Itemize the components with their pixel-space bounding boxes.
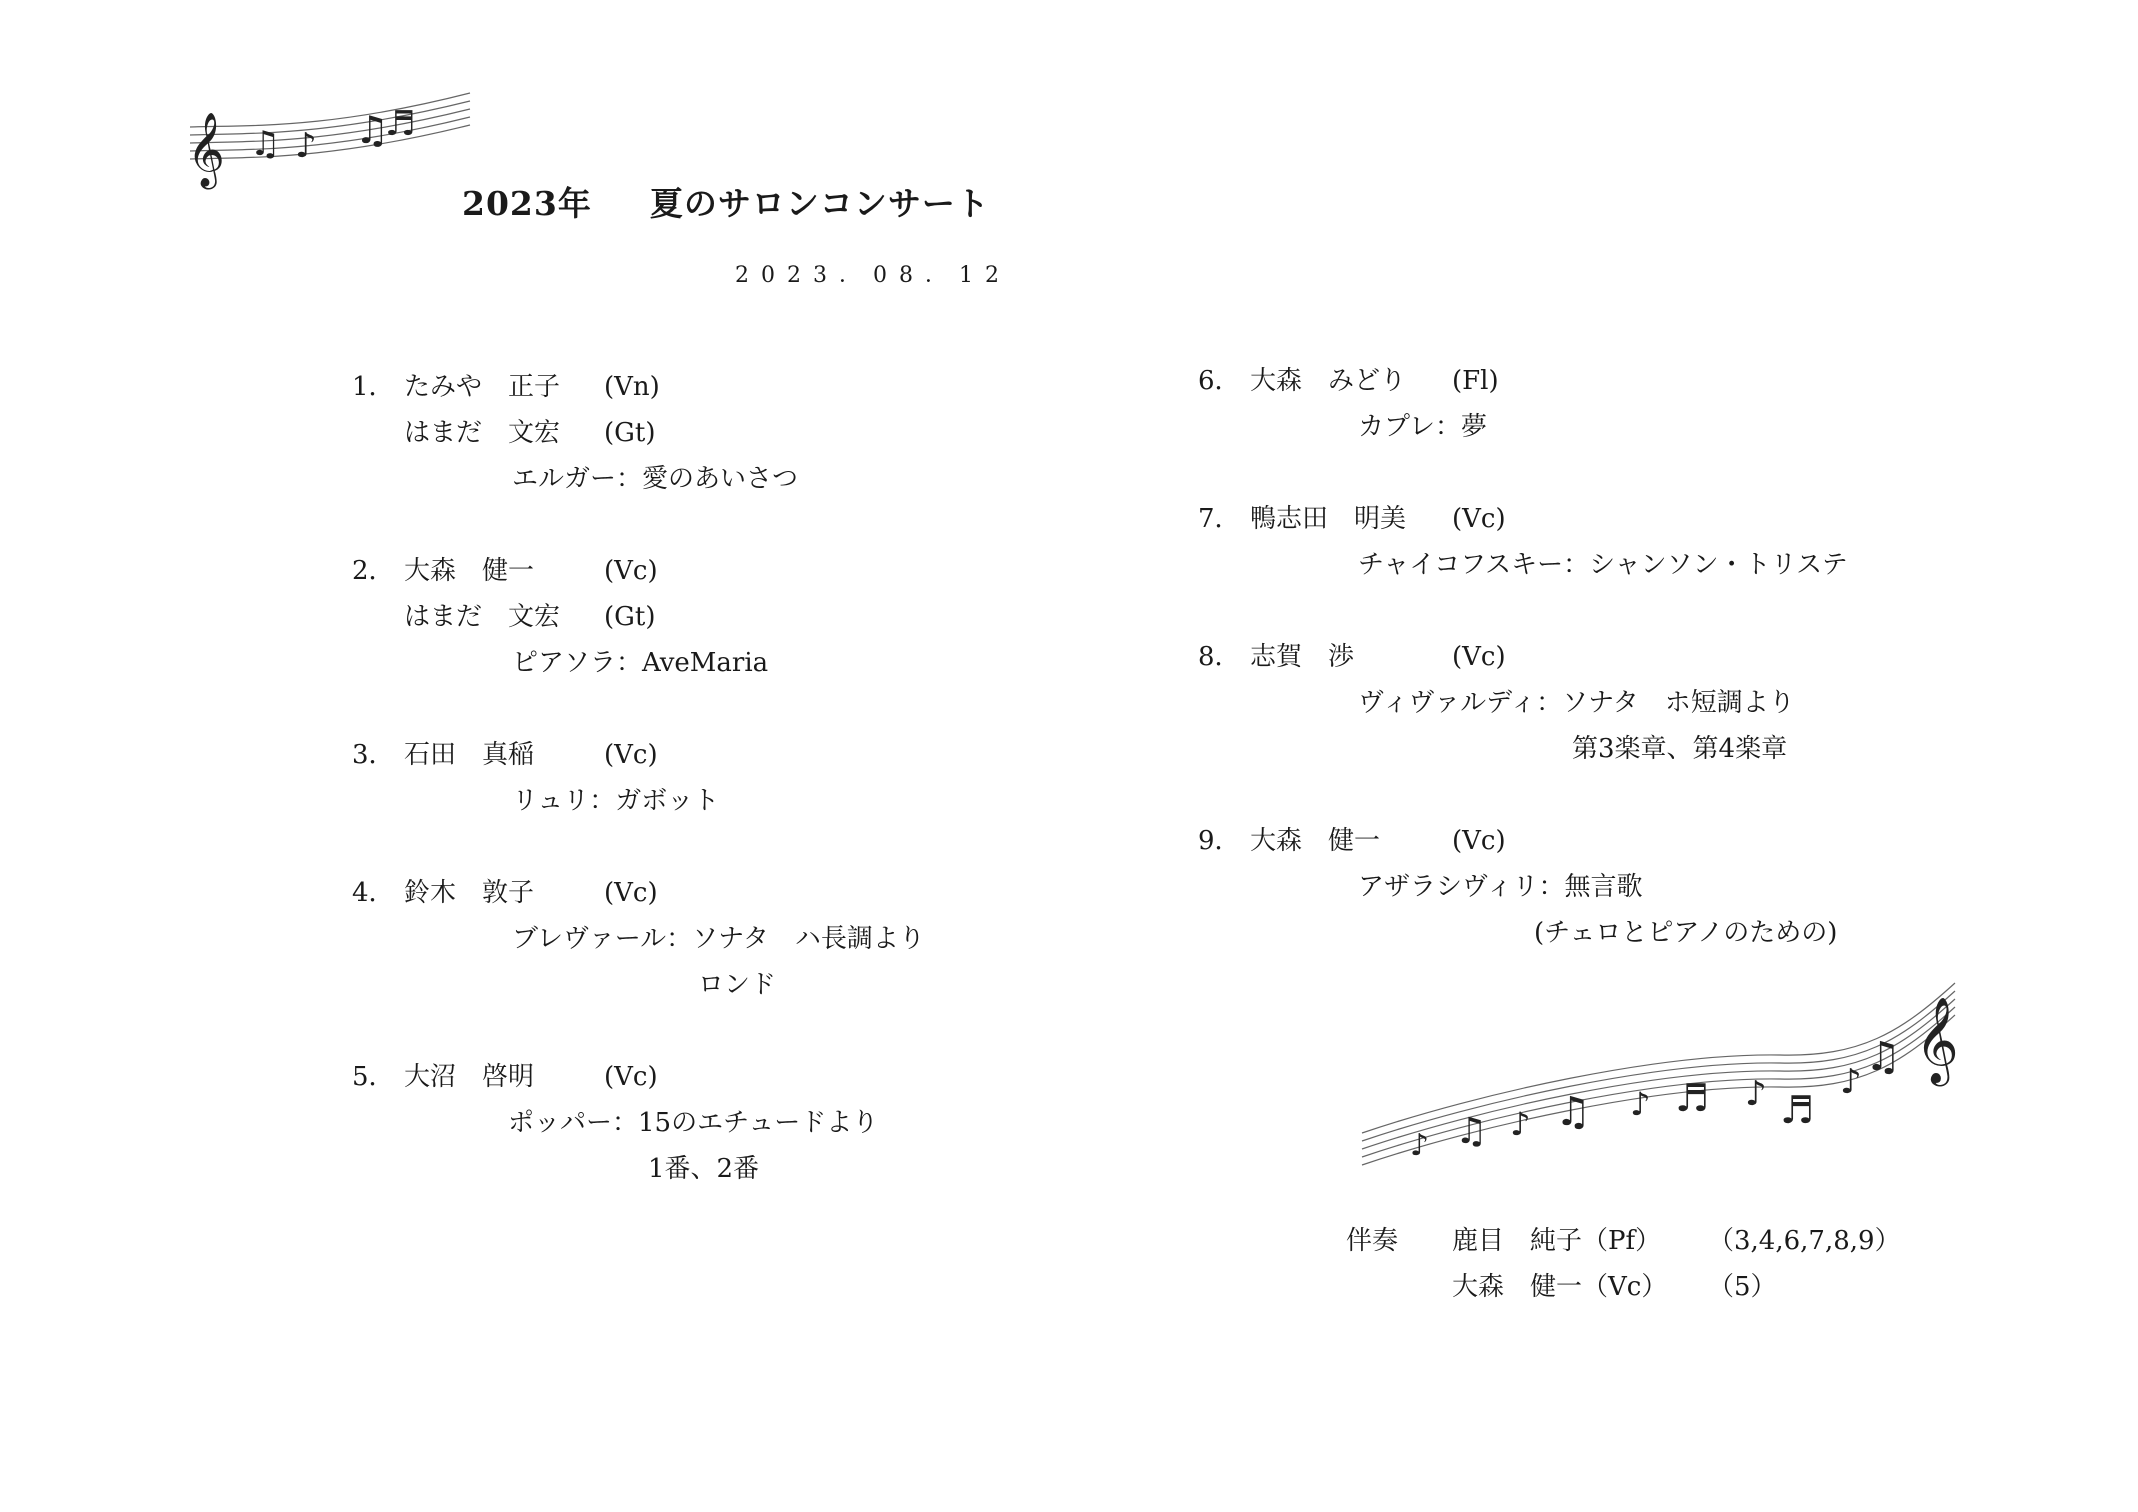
performer-name: 大森 みどり: [1250, 366, 1407, 396]
performer-instrument: (Fl): [1452, 366, 1499, 396]
piece-title: チャイコフスキー：シャンソン・トリステ: [1358, 550, 1848, 580]
concert-year: 2023年: [462, 184, 592, 223]
performer-instrument: (Vc): [1452, 504, 1506, 534]
item-number: 6．: [1198, 366, 1241, 396]
performer-instrument: (Vc): [604, 878, 658, 908]
performer-instrument: (Vc): [604, 740, 658, 770]
svg-text:♫: ♫: [1555, 1089, 1591, 1135]
performer-name: 大森 健一: [1250, 826, 1381, 856]
piece-title: ヴィヴァルディ：ソナタ ホ短調より: [1358, 688, 1795, 718]
music-staff-decoration-bottom-right: [1360, 975, 1960, 1175]
performer-instrument: (Vc): [1452, 642, 1506, 672]
svg-text:𝄞: 𝄞: [1915, 997, 1959, 1083]
piece-title: ピアソラ：AveMaria: [512, 648, 769, 678]
performer-name: 石田 真稲: [404, 740, 535, 770]
svg-text:♫: ♫: [1455, 1111, 1488, 1152]
svg-text:𝄞: 𝄞: [187, 113, 225, 187]
piece-subtitle: 第3楽章、第4楽章: [1572, 734, 1788, 764]
svg-text:♪: ♪: [295, 126, 317, 166]
performer-instrument: (Gt): [604, 602, 656, 632]
performer-instrument: (Vn): [604, 372, 660, 402]
svg-text:♪: ♪: [1840, 1062, 1862, 1102]
svg-text:♬: ♬: [1780, 1088, 1815, 1132]
accompaniment-label: 伴奏: [1346, 1226, 1399, 1256]
performer-name: 大森 健一: [404, 556, 535, 586]
item-number: 8．: [1198, 642, 1241, 672]
performer-name: はまだ 文宏: [404, 602, 561, 632]
performer-name: 志賀 渉: [1250, 642, 1355, 672]
piece-title: カプレ：夢: [1358, 412, 1487, 442]
piece-title: エルガー：愛のあいさつ: [512, 464, 799, 494]
performer-instrument: (Gt): [604, 418, 656, 448]
concert-title: [462, 178, 990, 225]
performer-name: 鴨志田 明美: [1250, 504, 1407, 534]
music-staff-decoration-top-left: [185, 85, 475, 195]
svg-text:♪: ♪: [1510, 1105, 1531, 1143]
item-number: 9．: [1198, 826, 1241, 856]
svg-text:♫: ♫: [250, 124, 281, 164]
svg-text:♬: ♬: [1675, 1076, 1710, 1120]
item-number: 7．: [1198, 504, 1241, 534]
performer-instrument: (Vc): [1452, 826, 1506, 856]
accompanist-pieces: （3,4,6,7,8,9）: [1708, 1226, 1901, 1256]
performer-name: 大沼 啓明: [404, 1062, 535, 1092]
piece-title: リュリ：ガボット: [512, 786, 720, 816]
accompanist-name: 大森 健一（Vc）: [1452, 1272, 1668, 1302]
svg-text:♫: ♫: [1865, 1034, 1901, 1080]
piece-title: ブレヴァール：ソナタ ハ長調より: [512, 924, 925, 954]
item-number: 3．: [352, 740, 395, 770]
accompanist-name: 鹿目 純子（Pf）: [1452, 1226, 1662, 1256]
item-number: 4．: [352, 878, 395, 908]
svg-text:♪: ♪: [1410, 1128, 1430, 1163]
performer-instrument: (Vc): [604, 1062, 658, 1092]
item-number: 1．: [352, 372, 395, 402]
concert-date: 2023．08．12: [735, 263, 1011, 288]
svg-text:♪: ♪: [1630, 1085, 1651, 1123]
piece-title: アザラシヴィリ：無言歌: [1358, 872, 1643, 902]
piece-title: ポッパー：15のエチュードより: [508, 1108, 879, 1138]
item-number: 2．: [352, 556, 395, 586]
concert-name: 夏のサロンコンサート: [649, 184, 990, 223]
performer-name: たみや 正子: [404, 372, 561, 402]
item-number: 5．: [352, 1062, 395, 1092]
performer-name: はまだ 文宏: [404, 418, 561, 448]
svg-text:♫: ♫: [355, 108, 390, 152]
svg-text:♪: ♪: [1745, 1074, 1767, 1114]
piece-subtitle: (チェロとピアノのための): [1534, 918, 1838, 948]
svg-text:♬: ♬: [385, 104, 416, 144]
piece-subtitle: ロンド: [698, 970, 777, 1000]
accompanist-pieces: （5）: [1708, 1272, 1777, 1302]
performer-instrument: (Vc): [604, 556, 658, 586]
performer-name: 鈴木 敦子: [404, 878, 535, 908]
piece-subtitle: 1番、2番: [648, 1154, 760, 1184]
